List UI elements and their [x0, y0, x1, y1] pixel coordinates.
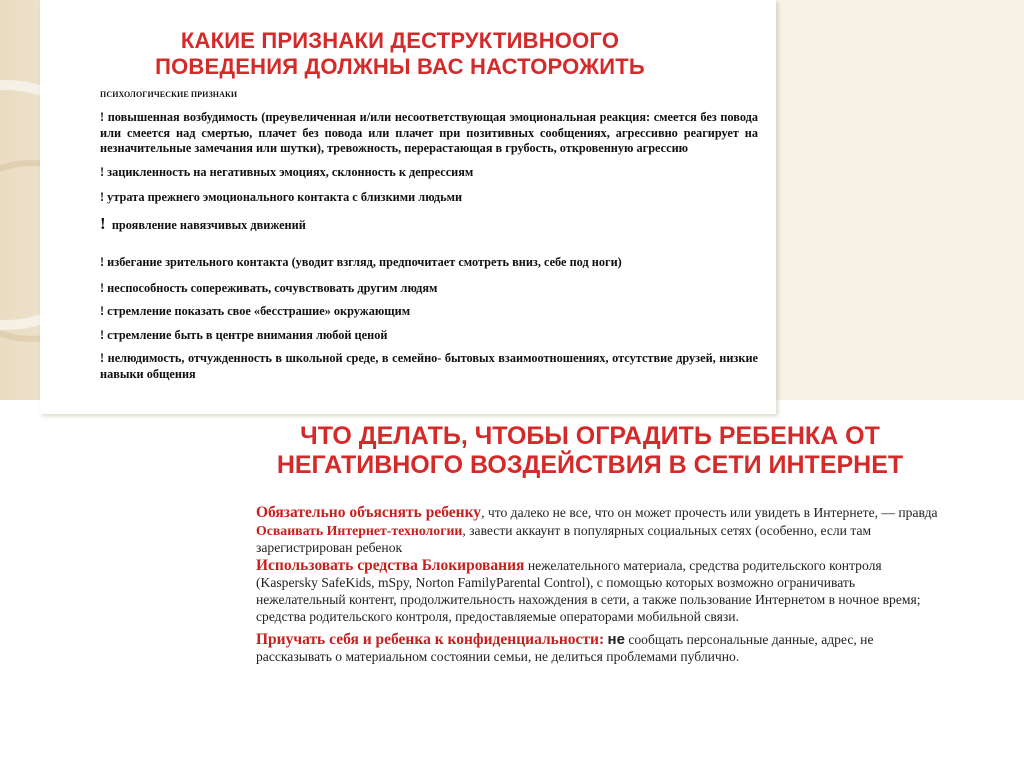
tip-lead: Приучать себя и ребенка к конфиденциальности:: [256, 631, 605, 648]
sign-item: ! неспособность сопереживать, сочувствовать другим людям: [100, 280, 438, 295]
sign-item: ! зацикленность на негативных эмоциях, склонность к депрессиям: [100, 164, 474, 179]
tip-text: , завести аккаунт в популярных социальных сетях (особенно, если там зарегистрирован ребенок: [256, 523, 872, 555]
tip-lead: Использовать средства Блокирования: [256, 557, 525, 574]
signs-title: КАКИЕ ПРИЗНАКИ ДЕСТРУКТИВНООГО ПОВЕДЕНИЯ ДОЛЖНЫ ВАС НАСТОРОЖИТЬ: [155, 28, 645, 79]
tip-lead: Обязательно объяснять ребенку: [256, 504, 482, 521]
sign-item: ! повышенная возбудимость (преувеличенная и/или несоответствующая эмоциональная реакция: смеется без повода или смеется над смертью, плачет без повода или плачет при позитивных сообщениях, агрессивно реагирует на незначительные замечания или шутки), тревожность, перерастающая в грубость, откровенную агрессию: [100, 110, 758, 155]
protection-tips: [256, 504, 946, 666]
sign-item: [100, 213, 758, 234]
tip-item: [256, 631, 946, 665]
exclamation-mark: !: [100, 213, 106, 233]
protection-title: ЧТО ДЕЛАТЬ, ЧТОБЫ ОГРАДИТЬ РЕБЕНКА ОТ НЕГАТИВНОГО ВОЗДЕЙСТВИЯ В СЕТИ ИНТЕРНЕТ: [276, 422, 904, 479]
tip-text: сообщать персональные данные, адрес, не рассказывать о материальном состоянии семьи, не делиться проблемами публично.: [256, 632, 874, 664]
tip-item: [256, 557, 946, 625]
sign-item: ! утрата прежнего эмоционального контакта с близкими людьми: [100, 190, 463, 204]
sign-item: ! стремление быть в центре внимания любой ценой: [100, 327, 388, 342]
psychological-signs-subheading: ПСИХОЛОГИЧЕСКИЕ ПРИЗНАКИ: [100, 90, 238, 99]
sign-item: ! избегание зрительного контакта (уводит взгляд, предпочитает смотреть вниз, себе под ноги): [100, 255, 622, 269]
tip-item: [256, 522, 946, 556]
sign-item: ! стремление показать свое «бесстрашие» окружающим: [100, 304, 411, 318]
sign-item-text: проявление навязчивых движений: [111, 217, 306, 232]
tip-lead: Осваивать Интернет-технологии: [256, 523, 463, 538]
sign-item: ! нелюдимость, отчужденность в школьной среде, в семейно- бытовых взаимоотношениях, отсутствие друзей, низкие навыки общения: [100, 351, 758, 381]
tip-item: [256, 504, 946, 521]
tip-emphasis: не: [607, 631, 625, 648]
tip-text: нежелательного материала, средства родительского контроля (Kaspersky SafeKids, mSpy, Norton FamilyParental Control), с помощью которых возможно ограничивать нежелательный контент, продолжительность нахождения в сети, а также пользование Интернетом в ночное время; средства родительского контроля, предоставляемые операторами мобильной связи.: [256, 558, 921, 624]
tip-text: , что далеко не все, что он может прочесть или увидеть в Интернете, — правда: [481, 505, 938, 520]
signs-list: [100, 110, 758, 382]
